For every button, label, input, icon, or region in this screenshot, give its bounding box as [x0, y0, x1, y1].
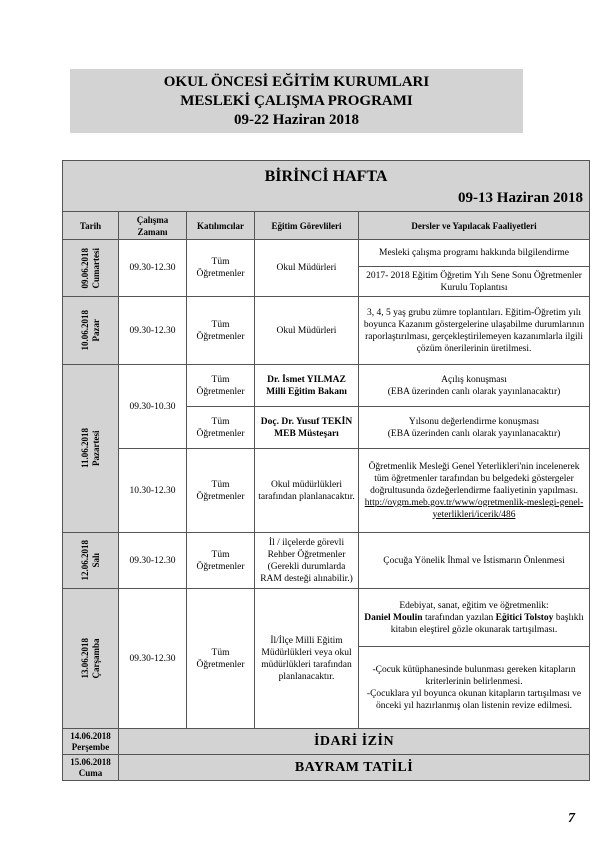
table-row [63, 449, 590, 533]
activity-cell [359, 449, 590, 533]
day-name: Salı [90, 553, 101, 568]
col-date: Tarih [63, 212, 119, 240]
activity-cell [359, 365, 590, 407]
activity-text: Açılış konuşması [441, 374, 507, 385]
week-title: BİRİNCİ HAFTA [264, 168, 388, 185]
duty-cell: Okul Müdürleri [255, 240, 359, 297]
duty-cell: Okul müdürlükleri tarafından planlanacaktır. [255, 449, 359, 533]
speaker-title: Milli Eğitim Bakanı [266, 386, 347, 397]
date: 13.06.2018 [79, 638, 90, 679]
duty-cell [255, 365, 359, 407]
duty-cell: Okul Müdürleri [255, 297, 359, 365]
time-cell: 09.30-12.30 [119, 533, 187, 589]
col-duties: Eğitim Görevlileri [255, 212, 359, 240]
table-row [63, 297, 590, 365]
table-row [63, 533, 590, 589]
day-name: Cuma [78, 767, 103, 778]
speaker-name: Doç. Dr. Yusuf TEKİN [260, 416, 353, 427]
date: 12.06.2018 [79, 540, 90, 581]
table-row [63, 729, 590, 755]
day-name: Pazar [90, 319, 101, 342]
date-cell [63, 533, 119, 589]
activity-note: (EBA üzerinden canlı olarak yayınlanacaktır) [387, 428, 561, 439]
participants-cell: Tüm Öğretmenler [187, 407, 255, 449]
activity-cell [359, 407, 590, 449]
activity-link[interactable]: http://oygm.meb.gov.tr/www/ogretmenlik-meslegi-genel-yeterlikleri/icerik/486 [364, 497, 584, 520]
table-row [63, 365, 590, 407]
title-line-1: OKUL ÖNCESİ EĞİTİM KURUMLARI [163, 74, 430, 90]
date-cell [63, 240, 119, 297]
activity-cell: Çocuğa Yönelik İhmal ve İstismarın Önlenmesi [359, 533, 590, 589]
activity-text: -Çocuklara yıl boyunca okunan kitapların tartışılması ve önceki yıl hazırlanmış olan listenin revize edilmesi. [366, 688, 582, 711]
activity-cell: 2017- 2018 Eğitim Öğretim Yılı Sene Sonu Öğretmenler Kurulu Toplantısı [359, 267, 590, 297]
activity-note: (EBA üzerinden canlı olarak yayınlanacaktır) [387, 386, 561, 397]
activity-text: -Çocuk kütüphanesinde bulunması gereken kitapların kriterlerinin belirlenmesi. [372, 664, 576, 687]
day-name: Perşembe [71, 741, 110, 752]
date: 11.06.2018 [79, 428, 90, 469]
week-header [63, 161, 590, 212]
speaker-name: Dr. İsmet YILMAZ [267, 374, 346, 385]
table-row [63, 240, 590, 267]
activity-text: başlıklı kitabın eleştirel gözle okunarak tartışılması. [390, 612, 584, 635]
day-name: Çarşamba [90, 638, 101, 679]
date-cell [63, 365, 119, 533]
participants-cell: Tüm Öğretmenler [187, 589, 255, 729]
date: 09.06.2018 [79, 247, 90, 289]
activity-text: tarafından yazılan [422, 612, 496, 623]
participants-cell: Tüm Öğretmenler [187, 449, 255, 533]
book-author: Daniel Moulin [364, 612, 423, 623]
duty-cell [255, 407, 359, 449]
date-cell [63, 755, 119, 781]
duty-cell: İl / ilçelerde görevli Rehber Öğretmenler (Gerekli durumlarda RAM desteği alınabilir.) [255, 533, 359, 589]
activity-cell: 3, 4, 5 yaş grubu zümre toplantıları. Eğitim-Öğretim yılı boyunca Kazanım göstergelerine ulaşabilme durumlarının raporlaştırılması, gerçekleştirilemeyen kazanımlarla ilgili çözüm önerilerinin üretilmesi. [359, 297, 590, 365]
activity-cell [359, 647, 590, 729]
time-cell: 10.30-12.30 [119, 449, 187, 533]
activity-cell: Mesleki çalışma programı hakkında bilgilendirme [359, 240, 590, 267]
week-date-range: 09-13 Haziran 2018 [458, 190, 584, 206]
schedule-table [62, 160, 590, 781]
participants-cell: Tüm Öğretmenler [187, 297, 255, 365]
date-cell [63, 729, 119, 755]
title-line-3: 09-22 Haziran 2018 [234, 112, 359, 128]
week-header-row [63, 161, 590, 212]
page-number: 7 [568, 811, 575, 826]
admin-leave-banner: İDARİ İZİN [119, 729, 590, 755]
time-cell: 09.30-10.30 [119, 365, 187, 449]
book-title: Eğitici Tolstoy [495, 612, 554, 623]
column-header-row [63, 212, 590, 240]
participants-cell: Tüm Öğretmenler [187, 365, 255, 407]
activity-text: Yılsonu değerlendirme konuşması [408, 416, 540, 427]
document-title-box [70, 69, 523, 133]
date: 14.06.2018 [70, 730, 111, 741]
holiday-banner: BAYRAM TATİLİ [119, 755, 590, 781]
table-row [63, 589, 590, 647]
activity-text: Edebiyat, sanat, eğitim ve öğretmenlik: [399, 600, 549, 611]
activity-text: Öğretmenlik Mesleği Genel Yeterlikleri'nin incelenerek tüm öğretmenler tarafından bu belgedeki göstergeler doğrultusunda özdeğerlendirme faaliyetinin yapılması. [368, 461, 580, 496]
date-cell [63, 297, 119, 365]
col-participants: Katılımcılar [187, 212, 255, 240]
date: 15.06.2018 [70, 756, 111, 767]
speaker-title: MEB Müsteşarı [274, 428, 339, 439]
duty-cell: İl/İlçe Milli Eğitim Müdürlükleri veya okul müdürlükleri tarafından planlanacaktır. [255, 589, 359, 729]
table-row [63, 755, 590, 781]
title-line-2: MESLEKİ ÇALIŞMA PROGRAMI [180, 93, 413, 109]
activity-cell [359, 589, 590, 647]
time-cell: 09.30-12.30 [119, 297, 187, 365]
participants-cell: Tüm Öğretmenler [187, 240, 255, 297]
date-cell [63, 589, 119, 729]
col-activities: Dersler ve Yapılacak Faaliyetleri [359, 212, 590, 240]
day-name: Cumartesi [90, 247, 101, 289]
date: 10.06.2018 [79, 310, 90, 351]
time-cell: 09.30-12.30 [119, 589, 187, 729]
day-name: Pazartesi [90, 430, 101, 467]
time-cell: 09.30-12.30 [119, 240, 187, 297]
participants-cell: Tüm Öğretmenler [187, 533, 255, 589]
col-time: Çalışma Zamanı [119, 212, 187, 240]
